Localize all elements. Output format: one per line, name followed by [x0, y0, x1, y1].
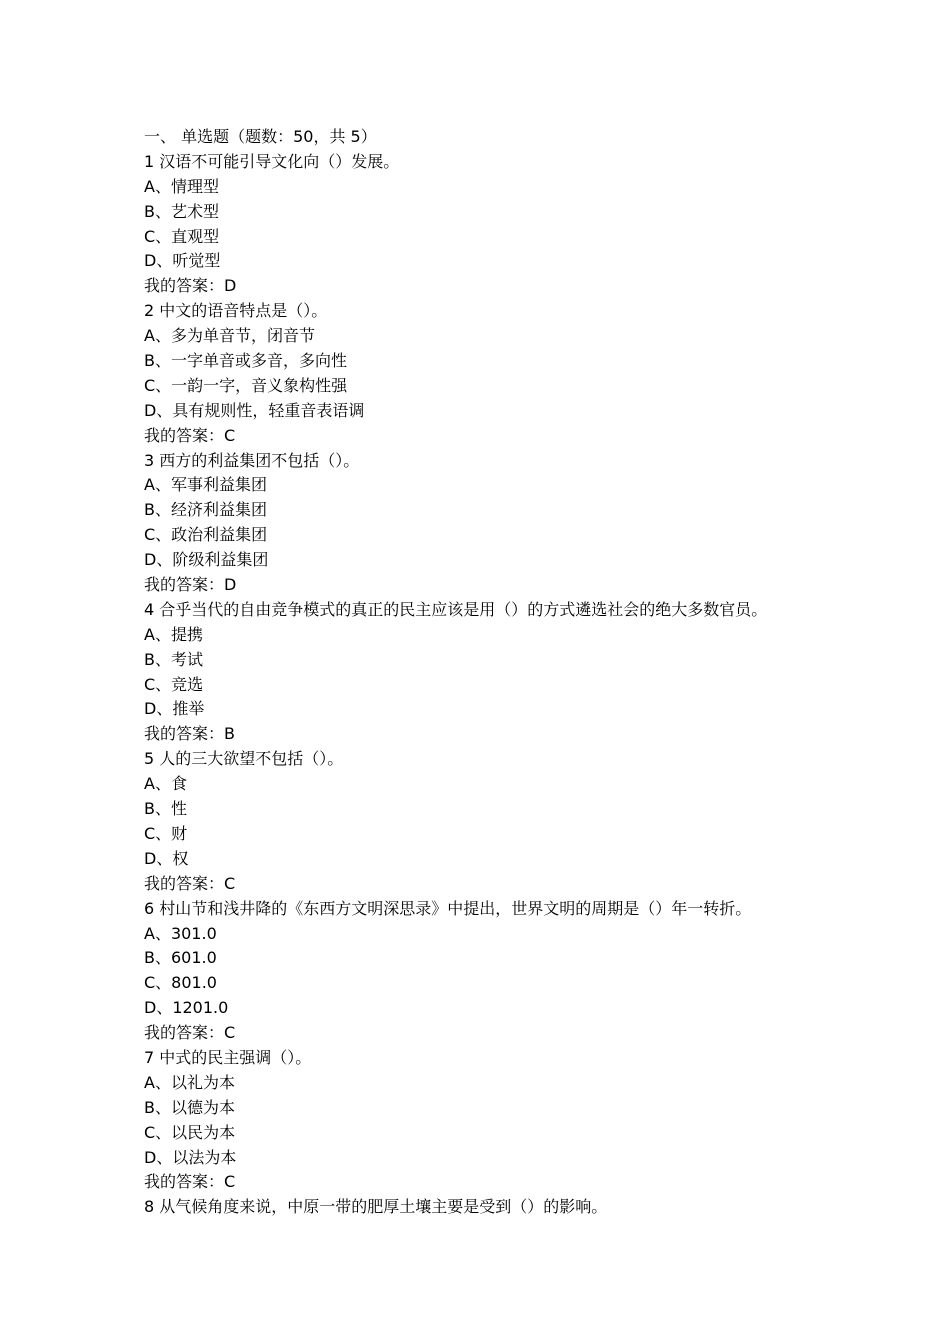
question-block	[144, 1046, 924, 1195]
question-stem: 6 村山节和浅井降的《东西方文明深思录》中提出，世界文明的周期是（）年一转折。	[144, 898, 752, 918]
question-stem: 7 中式的民主强调（）。	[144, 1047, 312, 1067]
question-stem: 8 从气候角度来说，中原一带的肥厚土壤主要是受到（）的影响。	[144, 1197, 608, 1217]
answer-option: A、301.0	[144, 923, 217, 943]
question-stem: 1 汉语不可能引导文化向（）发展。	[144, 151, 400, 171]
my-answer: 我的答案：C	[144, 1023, 236, 1043]
answer-option: B、601.0	[144, 948, 217, 968]
question-stem: 4 合乎当代的自由竞争模式的真正的民主应该是用（）的方式遴选社会的绝大多数官员。	[144, 599, 768, 619]
question-block	[144, 299, 924, 448]
answer-option: C、竞选	[144, 674, 204, 694]
question-block	[144, 1195, 924, 1220]
answer-option: C、直观型	[144, 226, 220, 246]
question-list	[144, 150, 924, 1220]
answer-option: D、推举	[144, 699, 205, 719]
answer-option: B、以德为本	[144, 1097, 235, 1117]
answer-option: B、考试	[144, 649, 203, 669]
answer-option: A、军事利益集团	[144, 475, 267, 495]
answer-option: C、一韵一字，音义象构性强	[144, 375, 348, 395]
answer-option: D、听觉型	[144, 251, 221, 271]
answer-option: D、具有规则性，轻重音表语调	[144, 400, 365, 420]
question-stem: 2 中文的语音特点是（）。	[144, 301, 328, 321]
answer-option: A、提携	[144, 624, 203, 644]
question-block	[144, 747, 924, 896]
answer-option: C、财	[144, 823, 188, 843]
my-answer: 我的答案：B	[144, 724, 235, 744]
answer-option: C、以民为本	[144, 1122, 236, 1142]
answer-option: B、艺术型	[144, 201, 219, 221]
question-block	[144, 897, 924, 1046]
my-answer: 我的答案：D	[144, 575, 237, 595]
answer-option: B、经济利益集团	[144, 500, 267, 520]
answer-option: D、1201.0	[144, 998, 229, 1018]
answer-option: B、一字单音或多音，多向性	[144, 351, 347, 371]
answer-option: D、阶级利益集团	[144, 550, 269, 570]
my-answer: 我的答案：C	[144, 1172, 236, 1192]
answer-option: B、性	[144, 799, 187, 819]
answer-option: A、食	[144, 774, 187, 794]
question-block	[144, 150, 924, 299]
answer-option: D、权	[144, 848, 189, 868]
document-body	[144, 125, 924, 1220]
answer-option: A、多为单音节，闭音节	[144, 326, 315, 346]
answer-option: A、以礼为本	[144, 1072, 235, 1092]
answer-option: C、政治利益集团	[144, 525, 268, 545]
question-stem: 3 西方的利益集团不包括（）。	[144, 450, 360, 470]
question-block	[144, 598, 924, 747]
my-answer: 我的答案：D	[144, 276, 237, 296]
answer-option: A、情理型	[144, 176, 219, 196]
section-title: 一、 单选题（题数：50，共 5）	[144, 127, 377, 146]
answer-option: D、以法为本	[144, 1147, 237, 1167]
my-answer: 我的答案：C	[144, 425, 236, 445]
my-answer: 我的答案：C	[144, 873, 236, 893]
question-stem: 5 人的三大欲望不包括（）。	[144, 749, 344, 769]
question-block	[144, 449, 924, 598]
answer-option: C、801.0	[144, 973, 217, 993]
